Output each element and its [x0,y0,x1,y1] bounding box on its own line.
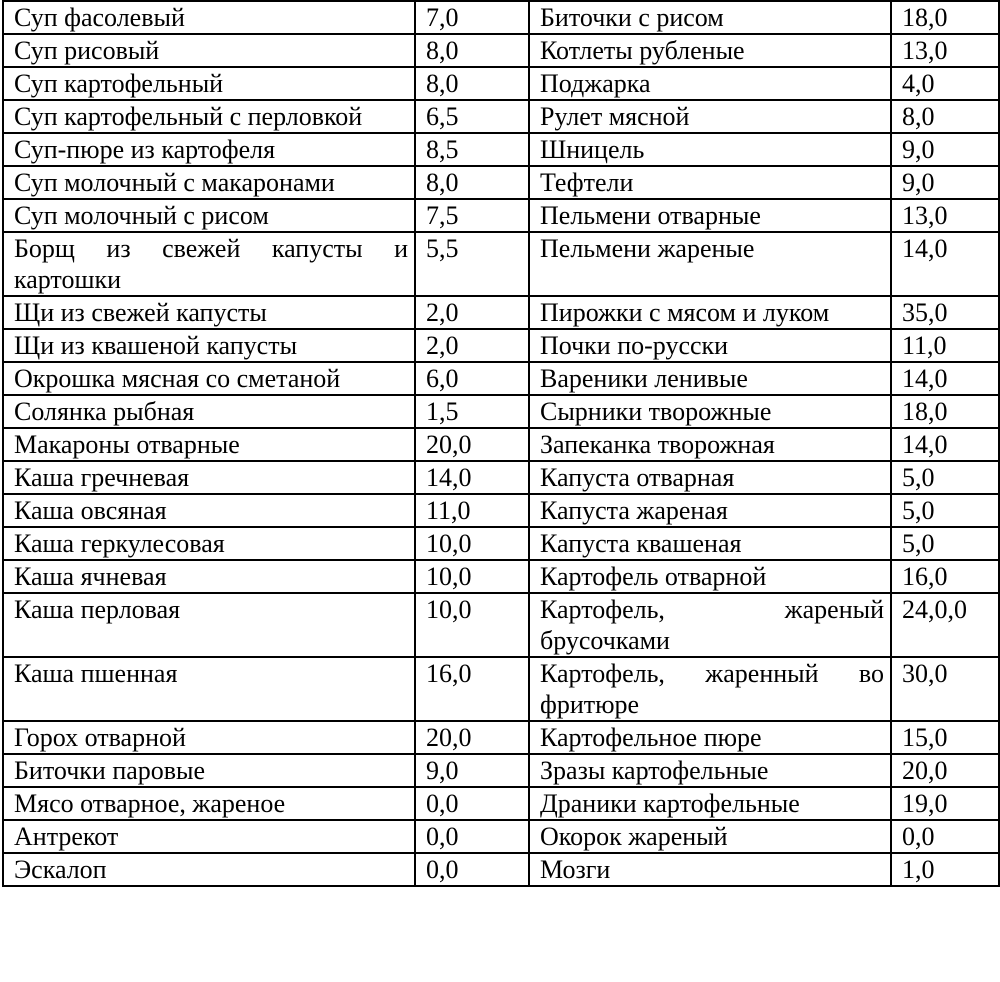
right-dish-value: 14,0 [891,232,999,296]
right-dish-value: 35,0 [891,296,999,329]
right-dish-value: 19,0 [891,787,999,820]
right-dish-value: 11,0 [891,329,999,362]
right-dish-name: Драники картофельные [529,787,891,820]
left-dish-name: Солянка рыбная [3,395,415,428]
right-dish-name: Картофель отварной [529,560,891,593]
left-dish-name: Каша ячневая [3,560,415,593]
left-dish-value: 9,0 [415,754,529,787]
right-dish-name: Биточки с рисом [529,1,891,34]
left-dish-value: 6,0 [415,362,529,395]
right-dish-name: Пельмени отварные [529,199,891,232]
table-row [3,593,999,657]
left-dish-value: 6,5 [415,100,529,133]
left-dish-name: Каша перловая [3,593,415,657]
table-row [3,395,999,428]
right-dish-value: 13,0 [891,34,999,67]
food-table [2,0,1000,887]
left-dish-name: Биточки паровые [3,754,415,787]
right-dish-value: 4,0 [891,67,999,100]
right-dish-name: Мозги [529,853,891,886]
table-row [3,100,999,133]
table-row [3,820,999,853]
right-dish-name: Картофельное пюре [529,721,891,754]
table-row [3,853,999,886]
left-dish-name: Суп-пюре из картофеля [3,133,415,166]
left-dish-name: Антрекот [3,820,415,853]
table-row [3,232,999,296]
left-dish-value: 20,0 [415,428,529,461]
left-dish-value: 2,0 [415,329,529,362]
right-dish-name: Зразы картофельные [529,754,891,787]
left-dish-value: 20,0 [415,721,529,754]
left-dish-value: 2,0 [415,296,529,329]
table-row [3,428,999,461]
right-dish-value: 8,0 [891,100,999,133]
right-dish-name: Сырники творожные [529,395,891,428]
left-dish-value: 0,0 [415,820,529,853]
left-dish-value: 16,0 [415,657,529,721]
left-dish-name: Суп картофельный [3,67,415,100]
left-dish-value: 10,0 [415,527,529,560]
left-dish-name: Щи из свежей капусты [3,296,415,329]
right-dish-name: Окорок жареный [529,820,891,853]
right-dish-name: Капуста отварная [529,461,891,494]
right-dish-value: 5,0 [891,461,999,494]
left-dish-value: 8,0 [415,166,529,199]
left-dish-name: Каша гречневая [3,461,415,494]
left-dish-value: 0,0 [415,787,529,820]
table-row [3,362,999,395]
left-dish-name: Суп фасолевый [3,1,415,34]
left-dish-name: Суп картофельный с перловкой [3,100,415,133]
right-dish-name: Капуста квашеная [529,527,891,560]
table-row [3,133,999,166]
left-dish-value: 10,0 [415,593,529,657]
table-row [3,199,999,232]
left-dish-value: 0,0 [415,853,529,886]
right-dish-value: 0,0 [891,820,999,853]
right-dish-value: 5,0 [891,527,999,560]
left-dish-value: 10,0 [415,560,529,593]
right-dish-value: 14,0 [891,428,999,461]
left-dish-value: 14,0 [415,461,529,494]
right-dish-name: Котлеты рубленые [529,34,891,67]
table-row [3,34,999,67]
table-row [3,494,999,527]
left-dish-name: Окрошка мясная со сметаной [3,362,415,395]
right-dish-value: 1,0 [891,853,999,886]
table-row [3,329,999,362]
right-dish-value: 30,0 [891,657,999,721]
right-dish-name: Тефтели [529,166,891,199]
left-dish-value: 7,0 [415,1,529,34]
left-dish-name: Борщ из свежей капусты и картошки [3,232,415,296]
left-dish-name: Суп молочный с рисом [3,199,415,232]
left-dish-name: Каша овсяная [3,494,415,527]
right-dish-value: 24,0,0 [891,593,999,657]
right-dish-value: 18,0 [891,1,999,34]
left-dish-name: Щи из квашеной капусты [3,329,415,362]
right-dish-value: 15,0 [891,721,999,754]
table-row [3,787,999,820]
right-dish-value: 9,0 [891,133,999,166]
right-dish-name: Картофель, жаренный во фритюре [529,657,891,721]
left-dish-name: Эскалоп [3,853,415,886]
right-dish-name: Почки по-русски [529,329,891,362]
left-dish-name: Макароны отварные [3,428,415,461]
left-dish-value: 7,5 [415,199,529,232]
left-dish-value: 11,0 [415,494,529,527]
table-row [3,1,999,34]
right-dish-name: Поджарка [529,67,891,100]
left-dish-value: 1,5 [415,395,529,428]
right-dish-name: Запеканка творожная [529,428,891,461]
left-dish-value: 8,5 [415,133,529,166]
right-dish-value: 18,0 [891,395,999,428]
right-dish-value: 20,0 [891,754,999,787]
right-dish-name: Картофель, жареный брусочками [529,593,891,657]
right-dish-name: Пельмени жареные [529,232,891,296]
table-row [3,461,999,494]
left-dish-name: Горох отварной [3,721,415,754]
right-dish-name: Рулет мясной [529,100,891,133]
table-row [3,296,999,329]
right-dish-value: 16,0 [891,560,999,593]
right-dish-value: 14,0 [891,362,999,395]
right-dish-value: 9,0 [891,166,999,199]
left-dish-value: 8,0 [415,67,529,100]
right-dish-value: 13,0 [891,199,999,232]
food-table-body [3,1,999,886]
left-dish-name: Суп молочный с макаронами [3,166,415,199]
left-dish-name: Мясо отварное, жареное [3,787,415,820]
table-row [3,67,999,100]
table-row [3,166,999,199]
right-dish-name: Шницель [529,133,891,166]
left-dish-name: Суп рисовый [3,34,415,67]
right-dish-name: Капуста жареная [529,494,891,527]
left-dish-name: Каша пшенная [3,657,415,721]
left-dish-name: Каша геркулесовая [3,527,415,560]
right-dish-name: Вареники ленивые [529,362,891,395]
table-row [3,527,999,560]
left-dish-value: 8,0 [415,34,529,67]
table-row [3,721,999,754]
right-dish-value: 5,0 [891,494,999,527]
right-dish-name: Пирожки с мясом и луком [529,296,891,329]
table-row [3,657,999,721]
left-dish-value: 5,5 [415,232,529,296]
table-row [3,560,999,593]
table-row [3,754,999,787]
